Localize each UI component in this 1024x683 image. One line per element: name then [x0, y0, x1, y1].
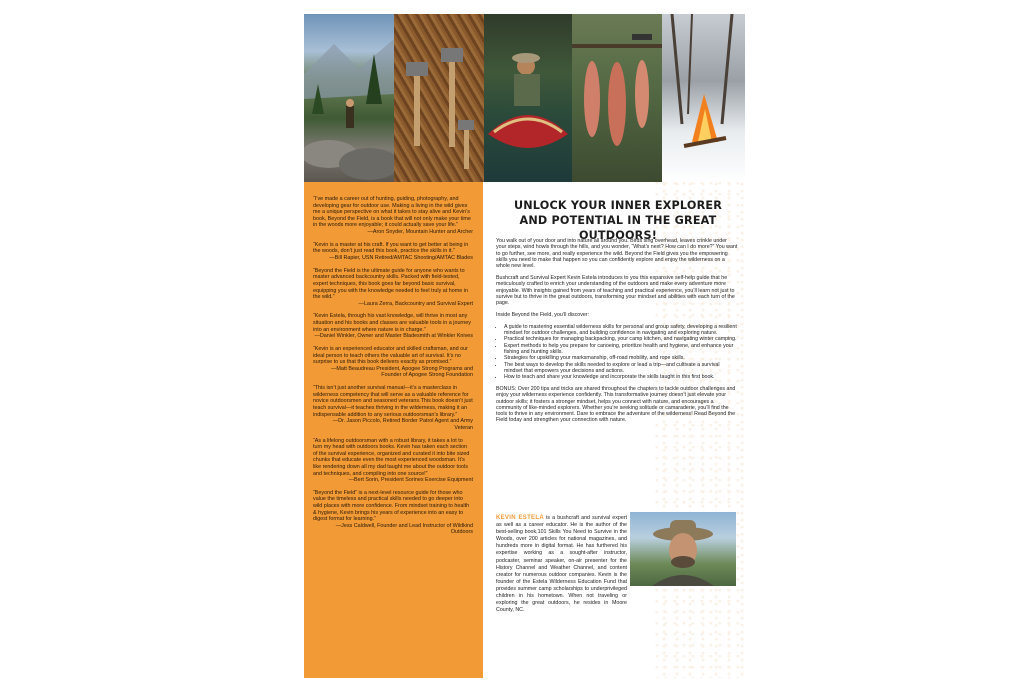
book-back-cover [304, 14, 745, 678]
canoe-photo [484, 14, 572, 182]
hiker-on-rocks-photo [304, 14, 394, 182]
photo-strip [304, 14, 745, 182]
trout-photo [572, 14, 662, 182]
paragraph: You walk out of your door and into nature all around you. Birds sing overhead, leaves crinkle under your steps, wind howls through the hills, and you wonder, “What’s next? How can I do more?” You want to go further, see more, and really experience the wild. Beyond the Field gives you the empowering skills you need to make that happen so you can confidently explore and enjoy the wilderness on a whole new level. [496, 238, 738, 270]
axes-photo [394, 14, 484, 182]
list-item: • The best ways to develop the skills needed to explore or lead a trip—and cultivate a survival mindset that empowers your decisions and actions. [504, 362, 738, 375]
author-photo [630, 512, 736, 586]
testimonial: “Kevin is an experienced educator and skilled craftsman, and our ideal person to teach others the valuable art of survival. It’s no surprise to us that this book delivers exactly as promised.” —Matt Beaudreau President, Apogee Strong Programs and Founder of Apogee Strong Foundation [313, 346, 473, 379]
testimonial: “Beyond the Field is the ultimate guide for anyone who wants to master advanced backcountry skills. Packed with field-tested, expert techniques, this book goes far beyond basic survival, equipping you with the knowledge needed to feel truly at home in the wild.” —Laura Zerra, Backcountry and Survival Expert [313, 267, 473, 307]
list-item: • Practical techniques for managing backpacking, your camp kitchen, and navigating winter camping. [504, 336, 738, 342]
list-item: • Expert methods to help you prepare for canoeing, prioritize health and hygiene, and enhance your fishing and hunting skills. [504, 343, 738, 356]
testimonial: “This isn’t just another survival manual—it’s a masterclass in wilderness competency that will serve as a valuable reference for novice outdoorsmen and seasoned veterans.This book doesn’t just teach survival—it teaches thriving in the wilderness, making it an indispensable addition to any serious outdoorsman’s library.” —Dr. Jason Piccolo, Retired Border Patrol Agent and Army Veteran [313, 385, 473, 431]
bonus-paragraph: BONUS: Over 200 tips and tricks are shared throughout the chapters to tackle outdoor challenges and enjoy your wilderness experience confidently. This transformative journey doesn’t just elevate your outdoor skills; it fosters a stronger mindset, helps you connect with nature, and encourages a community of like-minded explorers. Whether you’re seeking solitude or camaraderie, you’ll find the tools to thrive in any environment. Dare to embrace the adventure of the wilderness! Read Beyond the Field today and strengthen your connection with nature. [496, 385, 736, 424]
testimonials-panel [304, 182, 483, 678]
author-name: KEVIN ESTELA [496, 515, 544, 521]
list-item: • A guide to mastering essential wilderness skills for personal and group safety, developing a resilient mindset for outdoor challenges, and building confidence in navigating and exploring nature. [504, 324, 738, 337]
testimonial: “Kevin is a master at his craft. If you want to get better at being in the woods, don’t just read this book, practice the skills in it.” —Bill Rapier, USN Retired/AMTAC Shooting/AMTAC Blades [313, 241, 473, 261]
feature-list [496, 324, 738, 381]
testimonial: “I’ve made a career out of hunting, guiding, photography, and developing gear for outdoor use. Making a living in the wild gives me a unique perspective on what it takes to stay alive and Kevin’s book, Beyond the Field, is a book that will not only make your time in the woods more enjoyable; it could actually save your life.” —Aron Snyder, Mountain Hunter and Archer [313, 196, 473, 235]
description-panel [483, 182, 745, 678]
description-body [496, 238, 738, 429]
testimonial: “As a lifelong outdoorsman with a robust library, it takes a lot to turn my head with outdoors books. Kevin has taken each section of the survival experience, organized and curated it into bite sized chunks that educate even the most experienced woodsman. It’s like rendering down all my dad taught me about the outdoor tools and techniques, and compiling into one source!” —Bert Sorin, President Sorinex Exercise Equipment [313, 437, 473, 484]
author-bio [496, 515, 627, 614]
list-item: • Strategies for upskilling your marksmanship, off-road mobility, and rope skills. [504, 355, 738, 361]
testimonials-list [313, 196, 473, 542]
campfire-snow-photo [662, 14, 745, 182]
paragraph: Bushcraft and Survival Expert Kevin Estela introduces to you this expansive self-help guide that he meticulously crafted to enrich your understanding of the outdoors and make every adventure more enjoyable. With insights gained from years of teaching and practical experience, you’ll learn not just to survive but to thrive in the great outdoors, transforming your mindset and abilities with each turn of the page. [496, 274, 735, 307]
paragraph: Inside Beyond the Field, you’ll discover: [496, 311, 590, 318]
headline: UNLOCK YOUR INNER EXPLORER AND POTENTIAL IN THE GREAT OUTDOORS! [513, 199, 723, 242]
list-item: • How to teach and share your knowledge and incorporate the skills taught in this first book. [504, 374, 738, 380]
testimonial: “Beyond the Field” is a next-level resource guide for those who value the timeless and practical skills needed to go deeper into wild places with more confidence. From mindset training to health & hygiene, Kevin brings his years of experience into an easy to digest format for learning.” —Jess Caldwell, Founder and Lead Instructor of Wildkind Outdoors [313, 489, 473, 536]
author-bio-text: is a bushcraft and survival expert as well as a career educator. He is the author of the best-selling book,101 Skills You Need to Survive in the Woods, over 200 articles for national magazines, and hundreds more in digital format. He has furthered his expertise working as a sought-after instructor, podcaster, seminar speaker, on-air presenter for the History Channel and Weather Channel, and content creator for numerous outdoor companies. Kevin is the founder of the Estela Wilderness Education Fund that provides summer camp scholarships to underprivileged children in his hometown. When not traveling or exploring the great outdoors, he resides in Moore County, NC. [496, 515, 627, 614]
testimonial: “Kevin Estela, through his vast knowledge, will thrive in most any situation and his books and classes are valuable tools in a journey into an environment where nature is in charge.” —Daniel Winkler, Owner and Master Bladesmith at Winkler Knives [313, 313, 473, 340]
